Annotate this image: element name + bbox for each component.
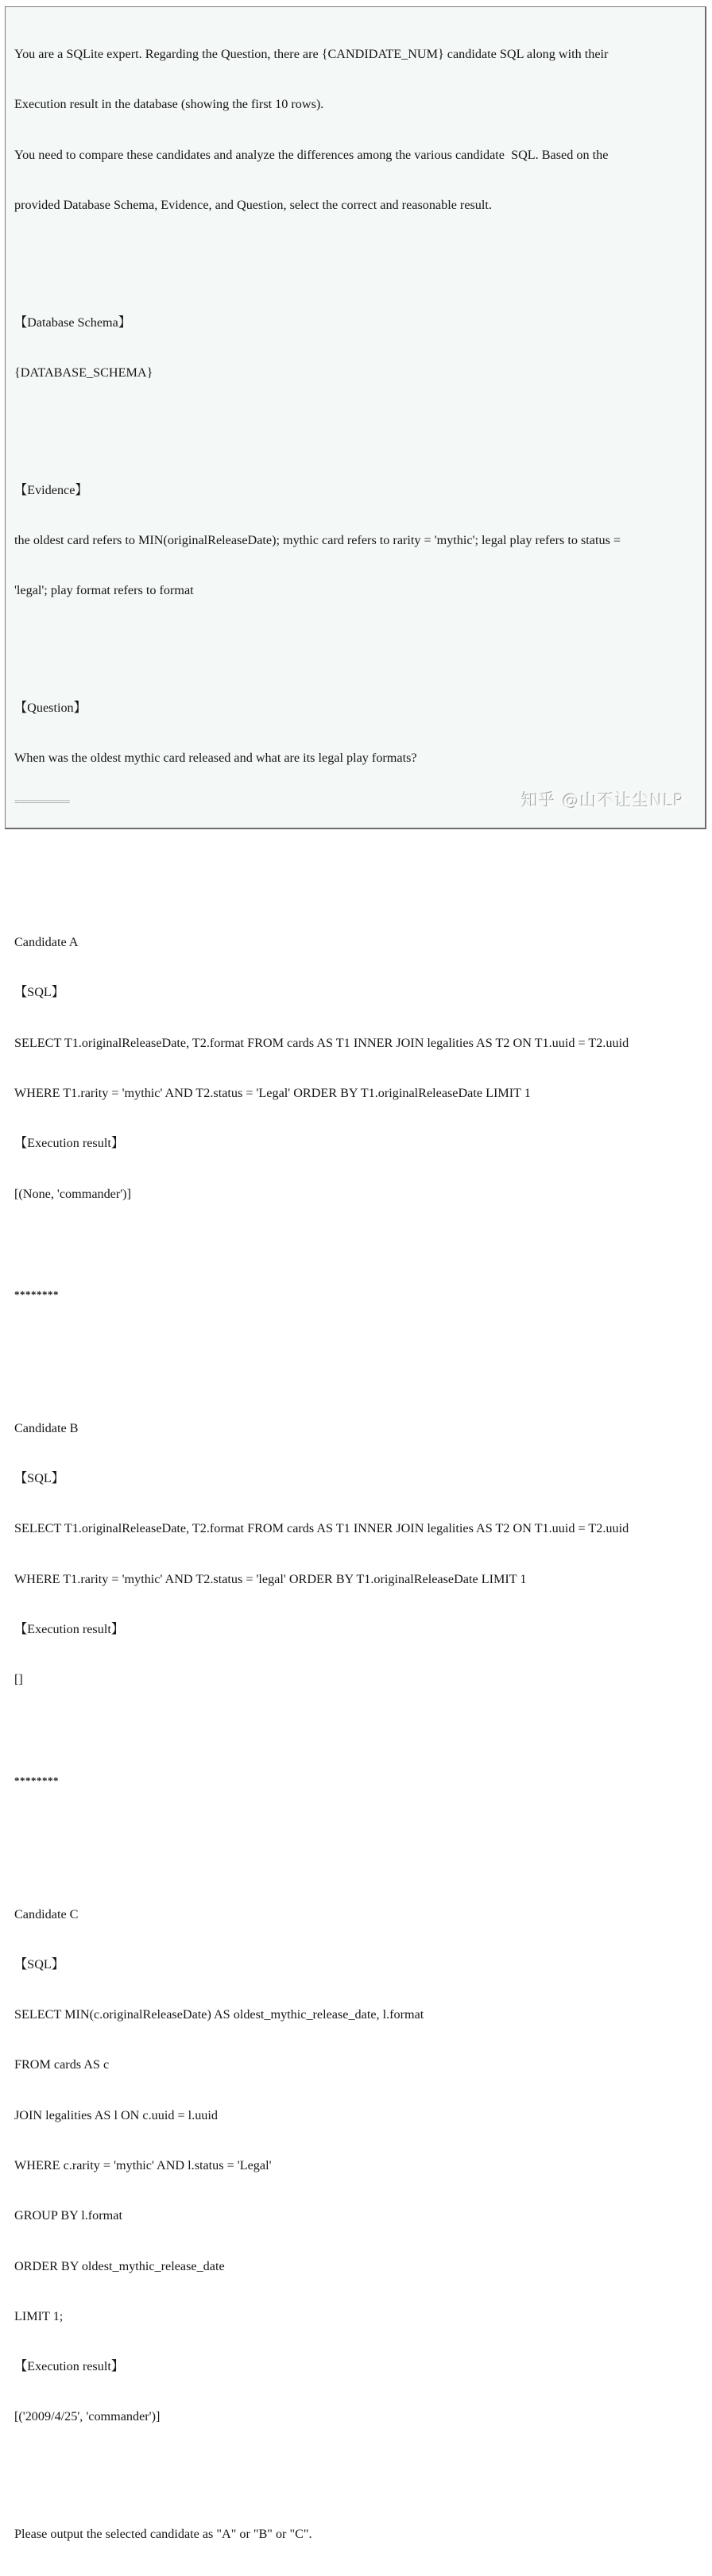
intro-line-1: You are a SQLite expert. Regarding the Question, there are {CANDIDATE_NUM} candidate SQL along with their	[14, 47, 609, 62]
candidate-c-sql-line: WHERE c.rarity = 'mythic' AND l.status = 'Legal'	[14, 2158, 272, 2172]
candidate-c-sql-line: LIMIT 1;	[14, 2308, 64, 2323]
spacer	[14, 247, 697, 264]
closing-instruction: Please output the selected candidate as "A" or "B" or "C".	[14, 2527, 312, 2542]
separator-text: ============	[14, 796, 70, 808]
candidate-b-title: Candidate B	[14, 1420, 79, 1435]
spacer	[14, 1336, 697, 1353]
candidate-a-sql-heading: 【SQL】	[14, 985, 64, 1000]
spacer	[14, 851, 697, 867]
candidate-a-title: Candidate A	[14, 935, 79, 950]
question-heading: 【Question】	[14, 700, 87, 715]
schema-heading: 【Database Schema】	[14, 315, 131, 330]
candidate-c-sql-heading: 【SQL】	[14, 1956, 64, 1972]
spacer	[14, 1722, 697, 1739]
watermark: 知乎 @山不让尘NLP	[521, 791, 684, 810]
intro-line-4: provided Database Schema, Evidence, and Question, select the correct and reasonable result.	[14, 198, 492, 213]
prompt-box	[5, 6, 706, 2542]
candidate-c-sql-line: ORDER BY oldest_mythic_release_date	[14, 2258, 225, 2273]
candidate-a-sql-line: WHERE T1.rarity = 'mythic' AND T2.status = 'Legal' ORDER BY T1.originalReleaseDate LIMIT 1	[14, 1086, 531, 1100]
question-text: When was the oldest mythic card released and what are its legal play formats?	[14, 751, 417, 766]
spacer	[14, 2459, 697, 2476]
evidence-heading: 【Evidence】	[14, 482, 88, 497]
spacer	[14, 415, 697, 431]
evidence-line-2: 'legal'; play format refers to format	[14, 583, 194, 598]
candidate-a-sql-line: SELECT T1.originalReleaseDate, T2.format FROM cards AS T1 INNER JOIN legalities AS T2 ON T1.uuid = T2.uuid	[14, 1035, 629, 1050]
candidate-c-sql-line: GROUP BY l.format	[14, 2208, 122, 2223]
intro-line-2: Execution result in the database (showing the first 10 rows).	[14, 97, 324, 112]
candidate-a-result: [(None, 'commander')]	[14, 1186, 131, 1201]
schema-value: {DATABASE_SCHEMA}	[14, 365, 153, 380]
candidate-c-sql-line: JOIN legalities AS l ON c.uuid = l.uuid	[14, 2107, 218, 2122]
candidate-b-sql-line: SELECT T1.originalReleaseDate, T2.format FROM cards AS T1 INNER JOIN legalities AS T2 ON T1.uuid = T2.uuid	[14, 1521, 629, 1536]
candidate-b-sql-line: WHERE T1.rarity = 'mythic' AND T2.status = 'legal' ORDER BY T1.originalReleaseDate LIMIT 1	[14, 1571, 527, 1586]
candidate-c-result-heading: 【Execution result】	[14, 2359, 125, 2374]
candidate-c-sql-line: SELECT MIN(c.originalReleaseDate) AS oldest_mythic_release_date, l.format	[14, 2007, 424, 2022]
candidate-divider: ********	[14, 1774, 59, 1786]
spacer	[14, 1236, 697, 1253]
intro-line-3: You need to compare these candidates and analyze the differences among the various candidate SQL. Based on the	[14, 147, 609, 162]
candidate-b-sql-heading: 【SQL】	[14, 1471, 64, 1486]
prompt-content	[14, 13, 697, 2576]
candidate-a-result-heading: 【Execution result】	[14, 1136, 125, 1151]
evidence-line-1: the oldest card refers to MIN(originalReleaseDate); mythic card refers to rarity = 'mythic'; legal play refers to status =	[14, 532, 621, 547]
candidate-c-title: Candidate C	[14, 1906, 79, 1921]
spacer	[14, 632, 697, 649]
candidate-divider: ********	[14, 1288, 59, 1301]
candidate-c-sql-line: FROM cards AS c	[14, 2057, 110, 2072]
candidate-b-result: []	[14, 1672, 23, 1687]
candidate-b-result-heading: 【Execution result】	[14, 1622, 125, 1636]
spacer	[14, 1822, 697, 1839]
candidate-c-result: [('2009/4/25', 'commander')]	[14, 2409, 161, 2424]
